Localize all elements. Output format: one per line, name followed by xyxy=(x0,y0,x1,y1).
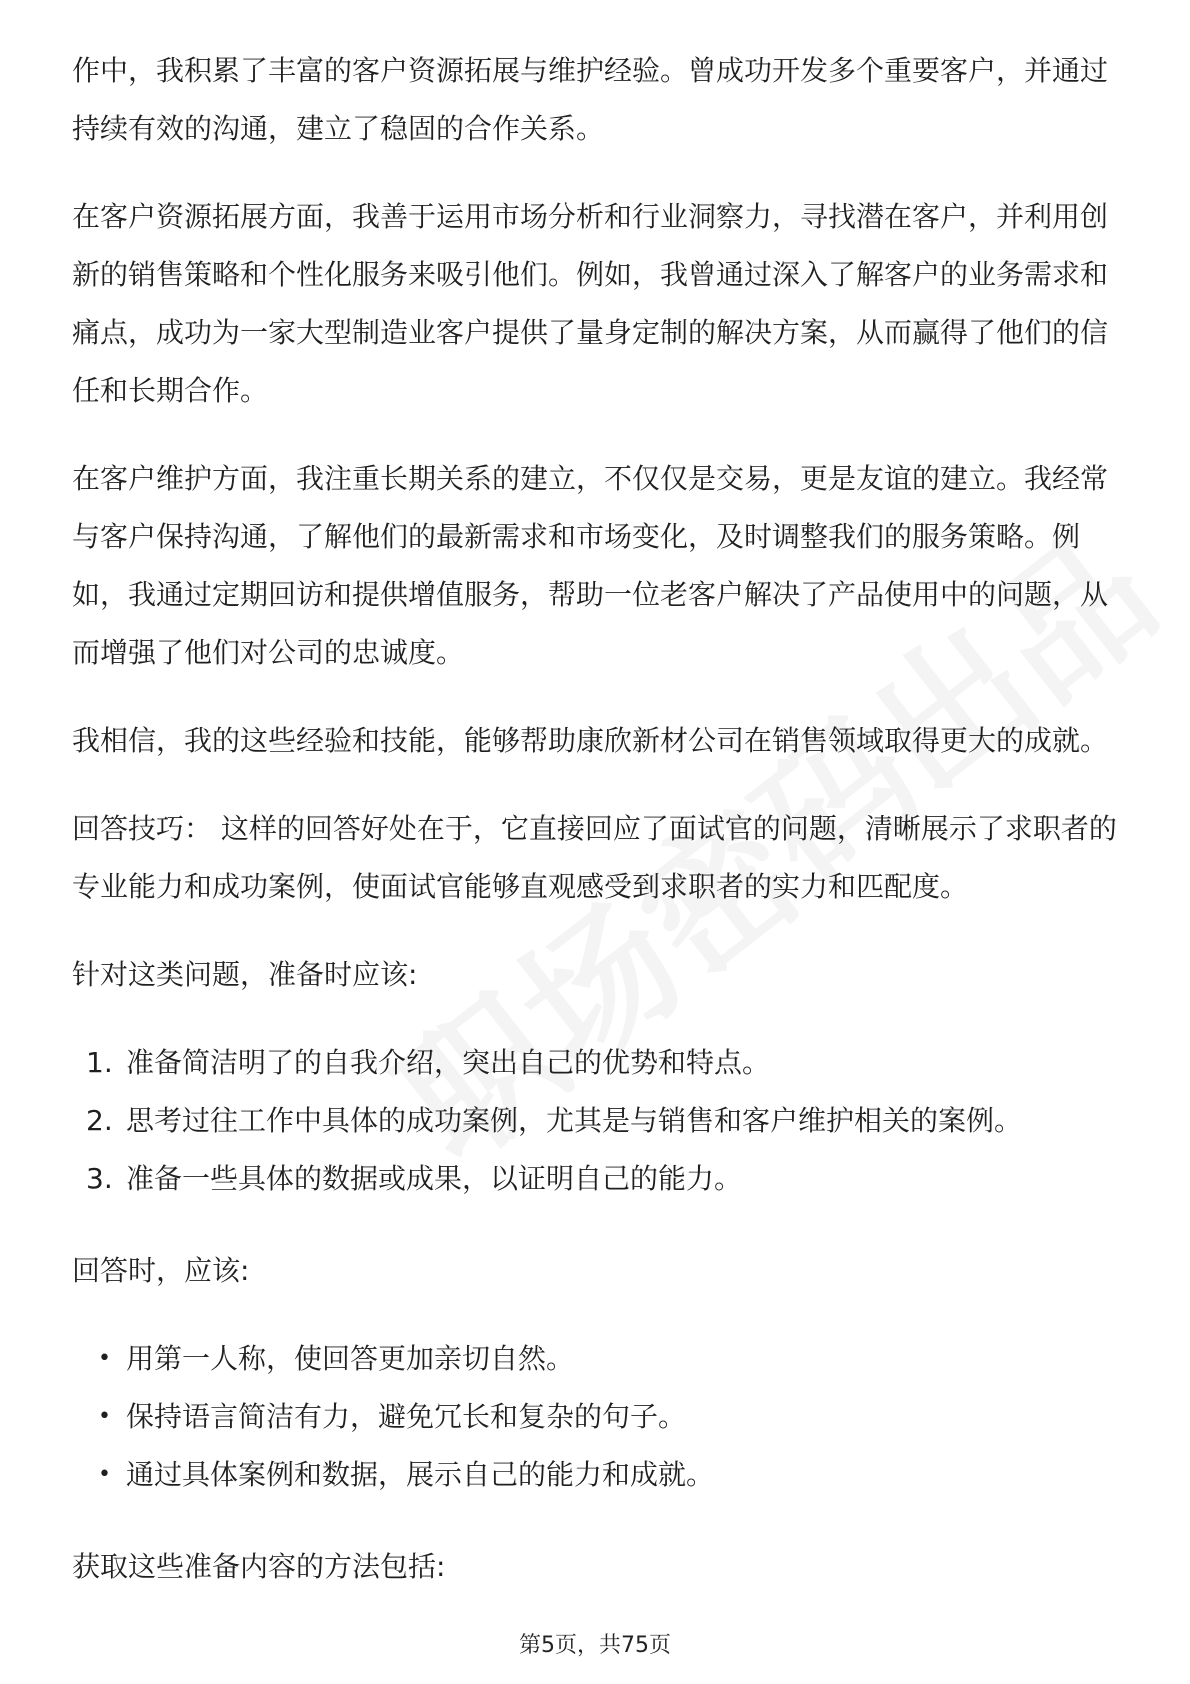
list-item xyxy=(72,1446,1122,1504)
list-number: 1. xyxy=(86,1046,113,1079)
document-body xyxy=(72,42,1122,1626)
prep-list xyxy=(72,1034,1122,1208)
paragraph-answer-tips: 回答技巧： 这样的回答好处在于，它直接回应了面试官的问题，清晰展示了求职者的专业能力和成功案例，使面试官能够直观感受到求职者的实力和匹配度。 xyxy=(72,812,1117,903)
paragraph-methods-heading: 获取这些准备内容的方法包括: xyxy=(72,1550,446,1583)
paragraph-experience-intro: 作中，我积累了丰富的客户资源拓展与维护经验。曾成功开发多个重要客户，并通过持续有效的沟通，建立了稳固的合作关系。 xyxy=(72,54,1109,145)
list-item-text: 准备简洁明了的自我介绍，突出自己的优势和特点。 xyxy=(126,1046,771,1079)
list-item-text: 通过具体案例和数据，展示自己的能力和成就。 xyxy=(126,1458,715,1491)
answer-list xyxy=(72,1330,1122,1504)
paragraph-prep-heading: 针对这类问题，准备时应该: xyxy=(72,958,418,991)
list-item xyxy=(72,1330,1122,1388)
bullet-icon: • xyxy=(98,1462,111,1487)
list-item-text: 用第一人称，使回答更加亲切自然。 xyxy=(126,1342,575,1375)
list-item xyxy=(72,1150,1122,1208)
bullet-icon: • xyxy=(98,1404,111,1429)
list-item xyxy=(72,1092,1122,1150)
list-item-text: 准备一些具体的数据或成果，以证明自己的能力。 xyxy=(126,1162,743,1195)
paragraph-conclusion: 我相信，我的这些经验和技能，能够帮助康欣新材公司在销售领域取得更大的成就。 xyxy=(72,724,1109,757)
paragraph-answer-heading: 回答时，应该: xyxy=(72,1254,250,1287)
page-number: 第5页，共75页 xyxy=(519,1633,671,1658)
paragraph-client-maintenance: 在客户维护方面，我注重长期关系的建立，不仅仅是交易，更是友谊的建立。我经常与客户保持沟通，了解他们的最新需求和市场变化，及时调整我们的服务策略。例如，我通过定期回访和提供增值服务，帮助一位老客户解决了产品使用中的问题，从而增强了他们对公司的忠诚度。 xyxy=(72,462,1109,669)
list-item-text: 思考过往工作中具体的成功案例，尤其是与销售和客户维护相关的案例。 xyxy=(126,1104,1023,1137)
list-item xyxy=(72,1388,1122,1446)
list-item-text: 保持语言简洁有力，避免冗长和复杂的句子。 xyxy=(126,1400,687,1433)
paragraph-client-expansion: 在客户资源拓展方面，我善于运用市场分析和行业洞察力，寻找潜在客户，并利用创新的销售策略和个性化服务来吸引他们。例如，我曾通过深入了解客户的业务需求和痛点，成功为一家大型制造业客户提供了量身定制的解决方案，从而赢得了他们的信任和长期合作。 xyxy=(72,200,1109,407)
list-item xyxy=(72,1034,1122,1092)
bullet-icon: • xyxy=(98,1346,111,1371)
list-number: 3. xyxy=(86,1162,113,1195)
list-number: 2. xyxy=(86,1104,113,1137)
